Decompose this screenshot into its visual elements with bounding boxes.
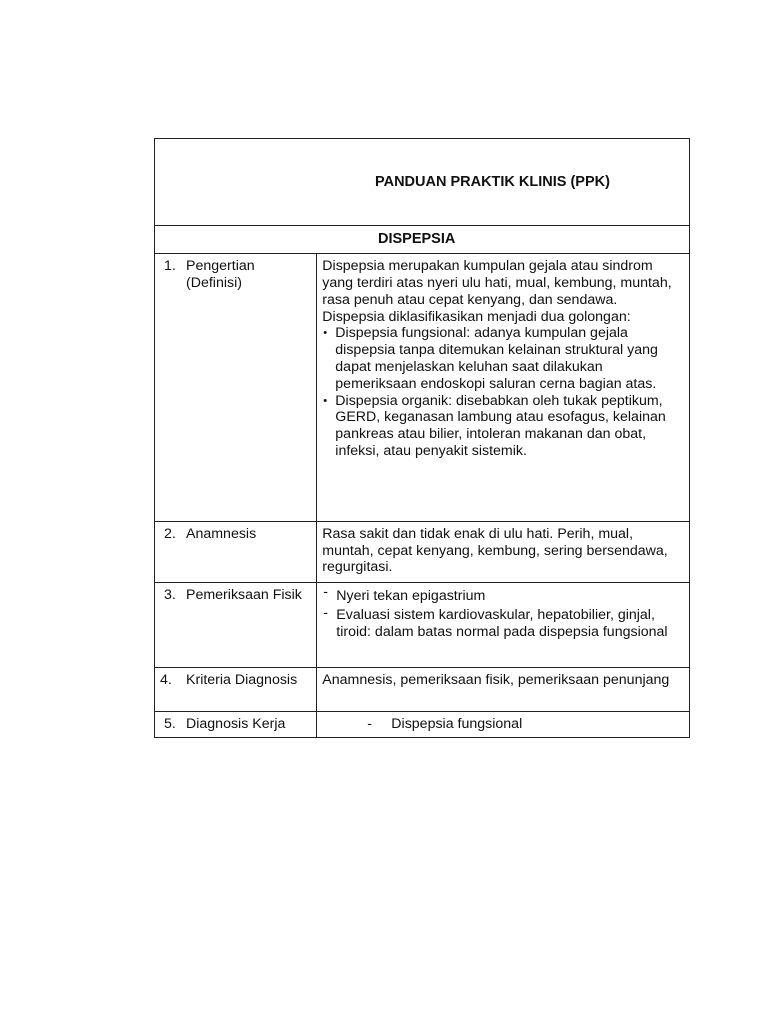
- document-title: PANDUAN PRAKTIK KLINIS (PPK): [375, 174, 610, 190]
- dash-icon: -: [323, 584, 329, 601]
- list-item-text: Nyeri tekan epigastrium: [336, 588, 486, 605]
- ppk-table: [154, 138, 690, 738]
- list-item: [322, 325, 683, 392]
- exam-list: [322, 585, 683, 640]
- row-content-cell: [317, 668, 690, 711]
- row-content-cell: [317, 711, 690, 737]
- definition-bullets: [322, 325, 683, 459]
- title-cell: [155, 139, 690, 226]
- list-item-text: Dispepsia fungsional: adanya kumpulan gejala dispepsia tanpa ditemukan kelainan struktural yang dapat menjelaskan keluhan saat dilakukan pemeriksaan endoskopi saluran cerna bagian atas.: [335, 325, 658, 392]
- row-content-cell: [317, 254, 690, 522]
- row-label-cell: [155, 254, 317, 522]
- row-content-cell: [317, 583, 690, 668]
- subtitle-cell: [155, 225, 690, 253]
- table-row-pengertian: [155, 254, 690, 522]
- row-label-sub: (Definisi): [186, 274, 242, 291]
- list-item: [322, 393, 683, 460]
- list-item: [322, 607, 683, 641]
- row-label: Kriteria Diagnosis: [186, 672, 298, 689]
- row-number: 4.: [160, 672, 172, 689]
- table-row-kriteria-diagnosis: [155, 668, 690, 711]
- row-label-cell: [155, 583, 317, 668]
- row-number: 2.: [164, 525, 176, 542]
- row-label-cell: [155, 711, 317, 737]
- row-number: 5.: [164, 715, 176, 732]
- definition-text: Dispepsia merupakan kumpulan gejala atau sindrom yang terdiri atas nyeri ulu hati, mual, kembung, muntah, rasa penuh atau cepat kenyang, dan sendawa. Dispepsia diklasifikasikan menjadi dua golongan:: [322, 258, 672, 325]
- anamnesis-text: Rasa sakit dan tidak enak di ulu hati. Perih, mual, muntah, cepat kenyang, kembung, sering bersendawa, regurgitasi.: [322, 525, 668, 576]
- list-item-text: Dispepsia organik: disebabkan oleh tukak peptikum, GERD, keganasan lambung atau esofagus, kelainan pankreas atau bilier, intoleran makanan dan obat, infeksi, atau penyakit sistemik.: [335, 392, 666, 459]
- row-label: Pengertian: [186, 258, 255, 275]
- row-label: Diagnosis Kerja: [186, 715, 286, 732]
- bullet-icon: •: [323, 327, 328, 340]
- row-number: 1.: [164, 258, 176, 275]
- row-number: 3.: [164, 587, 176, 604]
- row-label: Anamnesis: [186, 525, 257, 542]
- table-row-pemeriksaan-fisik: [155, 583, 690, 668]
- row-label-cell: [155, 668, 317, 711]
- row-label-cell: [155, 521, 317, 583]
- working-diagnosis-text: Dispepsia fungsional: [391, 715, 523, 732]
- list-item: [322, 585, 683, 605]
- dash-icon: -: [323, 605, 329, 622]
- list-item-text: Evaluasi sistem kardiovaskular, hepatobilier, ginjal, tiroid: dalam batas normal pada dispepsia fungsional: [336, 607, 668, 641]
- table-row-anamnesis: [155, 521, 690, 583]
- criteria-text: Anamnesis, pemeriksaan fisik, pemeriksaan penunjang: [322, 672, 670, 689]
- row-label: Pemeriksaan Fisik: [186, 587, 302, 604]
- row-content-cell: [317, 521, 690, 583]
- dash-icon: -: [367, 715, 373, 732]
- table-row-diagnosis-kerja: [155, 711, 690, 737]
- document-subtitle: DISPEPSIA: [378, 230, 456, 247]
- bullet-icon: •: [323, 394, 328, 407]
